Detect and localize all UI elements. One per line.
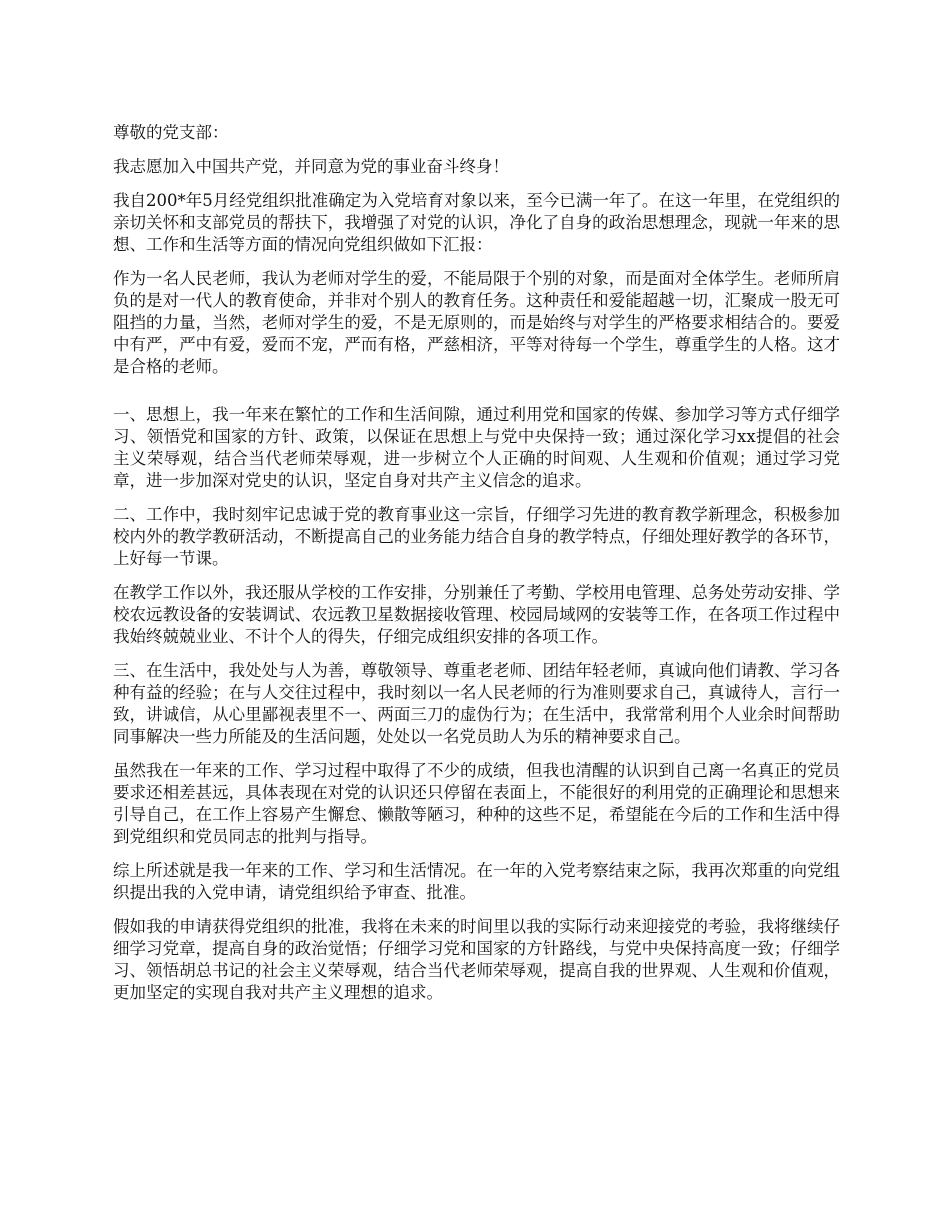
paragraph-thought: 一、思想上，我一年来在繁忙的工作和生活间隙，通过利用党和国家的传媒、参加学习等方式仔细学习、领悟党和国家的方针、政策，以保证在思想上与党中央保持一致；通过深化学习xx提倡的社会主义荣辱观，结合当代老师荣辱观，进一步树立个人正确的时间观、人生观和价值观；通过学习党章，进一步加深对党史的认识，坚定自身对共产主义信念的追求。 xyxy=(113,405,840,490)
paragraph-extra-duties: 在教学工作以外，我还服从学校的工作安排，分别兼任了考勤、学校用电管理、总务处劳动安排、学校农远教设备的安装调试、农远教卫星数据接收管理、校园局域网的安装等工作，在各项工作过程中我始终兢兢业业、不计个人的得失，仔细完成组织安排的各项工作。 xyxy=(113,583,840,646)
paragraph-pledge: 我志愿加入中国共产党，并同意为党的事业奋斗终身！ xyxy=(113,157,509,176)
paragraph-intro: 我自200*年5月经党组织批准确定为入党培育对象以来，至今已满一年了。在这一年里，在党组织的亲切关怀和支部党员的帮扶下，我增强了对党的认识，净化了自身的政治思想理念，现就一年来的思想、工作和生活等方面的情况向党组织做如下汇报： xyxy=(113,191,840,254)
paragraph-life: 三、在生活中，我处处与人为善，尊敬领导、尊重老老师、团结年轻老师，真诚向他们请教、学习各种有益的经验；在与人交往过程中，我时刻以一名人民老师的行为准则要求自己，真诚待人，言行一致，讲诚信，从心里鄙视表里不一、两面三刀的虚伪行为；在生活中，我常常利用个人业余时间帮助同事解决一些力所能及的生活问题，处处以一名党员助人为乐的精神要求自己。 xyxy=(113,661,840,746)
paragraph-shortcomings: 虽然我在一年来的工作、学习过程中取得了不少的成绩，但我也清醒的认识到自己离一名真正的党员要求还相差甚远，具体表现在对党的认识还只停留在表面上，不能很好的利用党的正确理论和思想来引导自己，在工作上容易产生懈怠、懒散等陋习，种种的这些不足，希望能在今后的工作和生活中得到党组织和党员同志的批判与指导。 xyxy=(113,761,840,846)
paragraph-work: 二、工作中，我时刻牢记忠诚于党的教育事业这一宗旨，仔细学习先进的教育教学新理念，积极参加校内外的教学教研活动，不断提高自己的业务能力结合自身的教学特点，仔细处理好教学的各环节，上好每一节课。 xyxy=(113,505,840,568)
paragraph-commitment: 假如我的申请获得党组织的批准，我将在未来的时间里以我的实际行动来迎接党的考验，我将继续仔细学习党章，提高自身的政治觉悟；仔细学习党和国家的方针路线，与党中央保持高度一致；仔细学习、领悟胡总书记的社会主义荣辱观，结合当代老师荣辱观，提高自我的世界观、人生观和价值观，更加坚定的实现自我对共产主义理想的追求。 xyxy=(113,917,840,1002)
salutation: 尊敬的党支部： xyxy=(113,123,229,142)
paragraph-summary: 综上所述就是我一年来的工作、学习和生活情况。在一年的入党考察结束之际，我再次郑重的向党组织提出我的入党申请，请党组织给予审查、批准。 xyxy=(113,861,840,902)
paragraph-teacher-love: 作为一名人民老师，我认为老师对学生的爱，不能局限于个别的对象，而是面对全体学生。老师所肩负的是对一代人的教育使命，并非对个别人的教育任务。这种责任和爱能超越一切，汇聚成一股无可阻挡的力量，当然，老师对学生的爱，不是无原则的，而是始终与对学生的严格要求相结合的。要爱中有严，严中有爱，爱而不宠，严而有格，严慈相济，平等对待每一个学生，尊重学生的人格。这才是合格的老师。 xyxy=(113,269,840,376)
letter-body xyxy=(113,122,840,1016)
